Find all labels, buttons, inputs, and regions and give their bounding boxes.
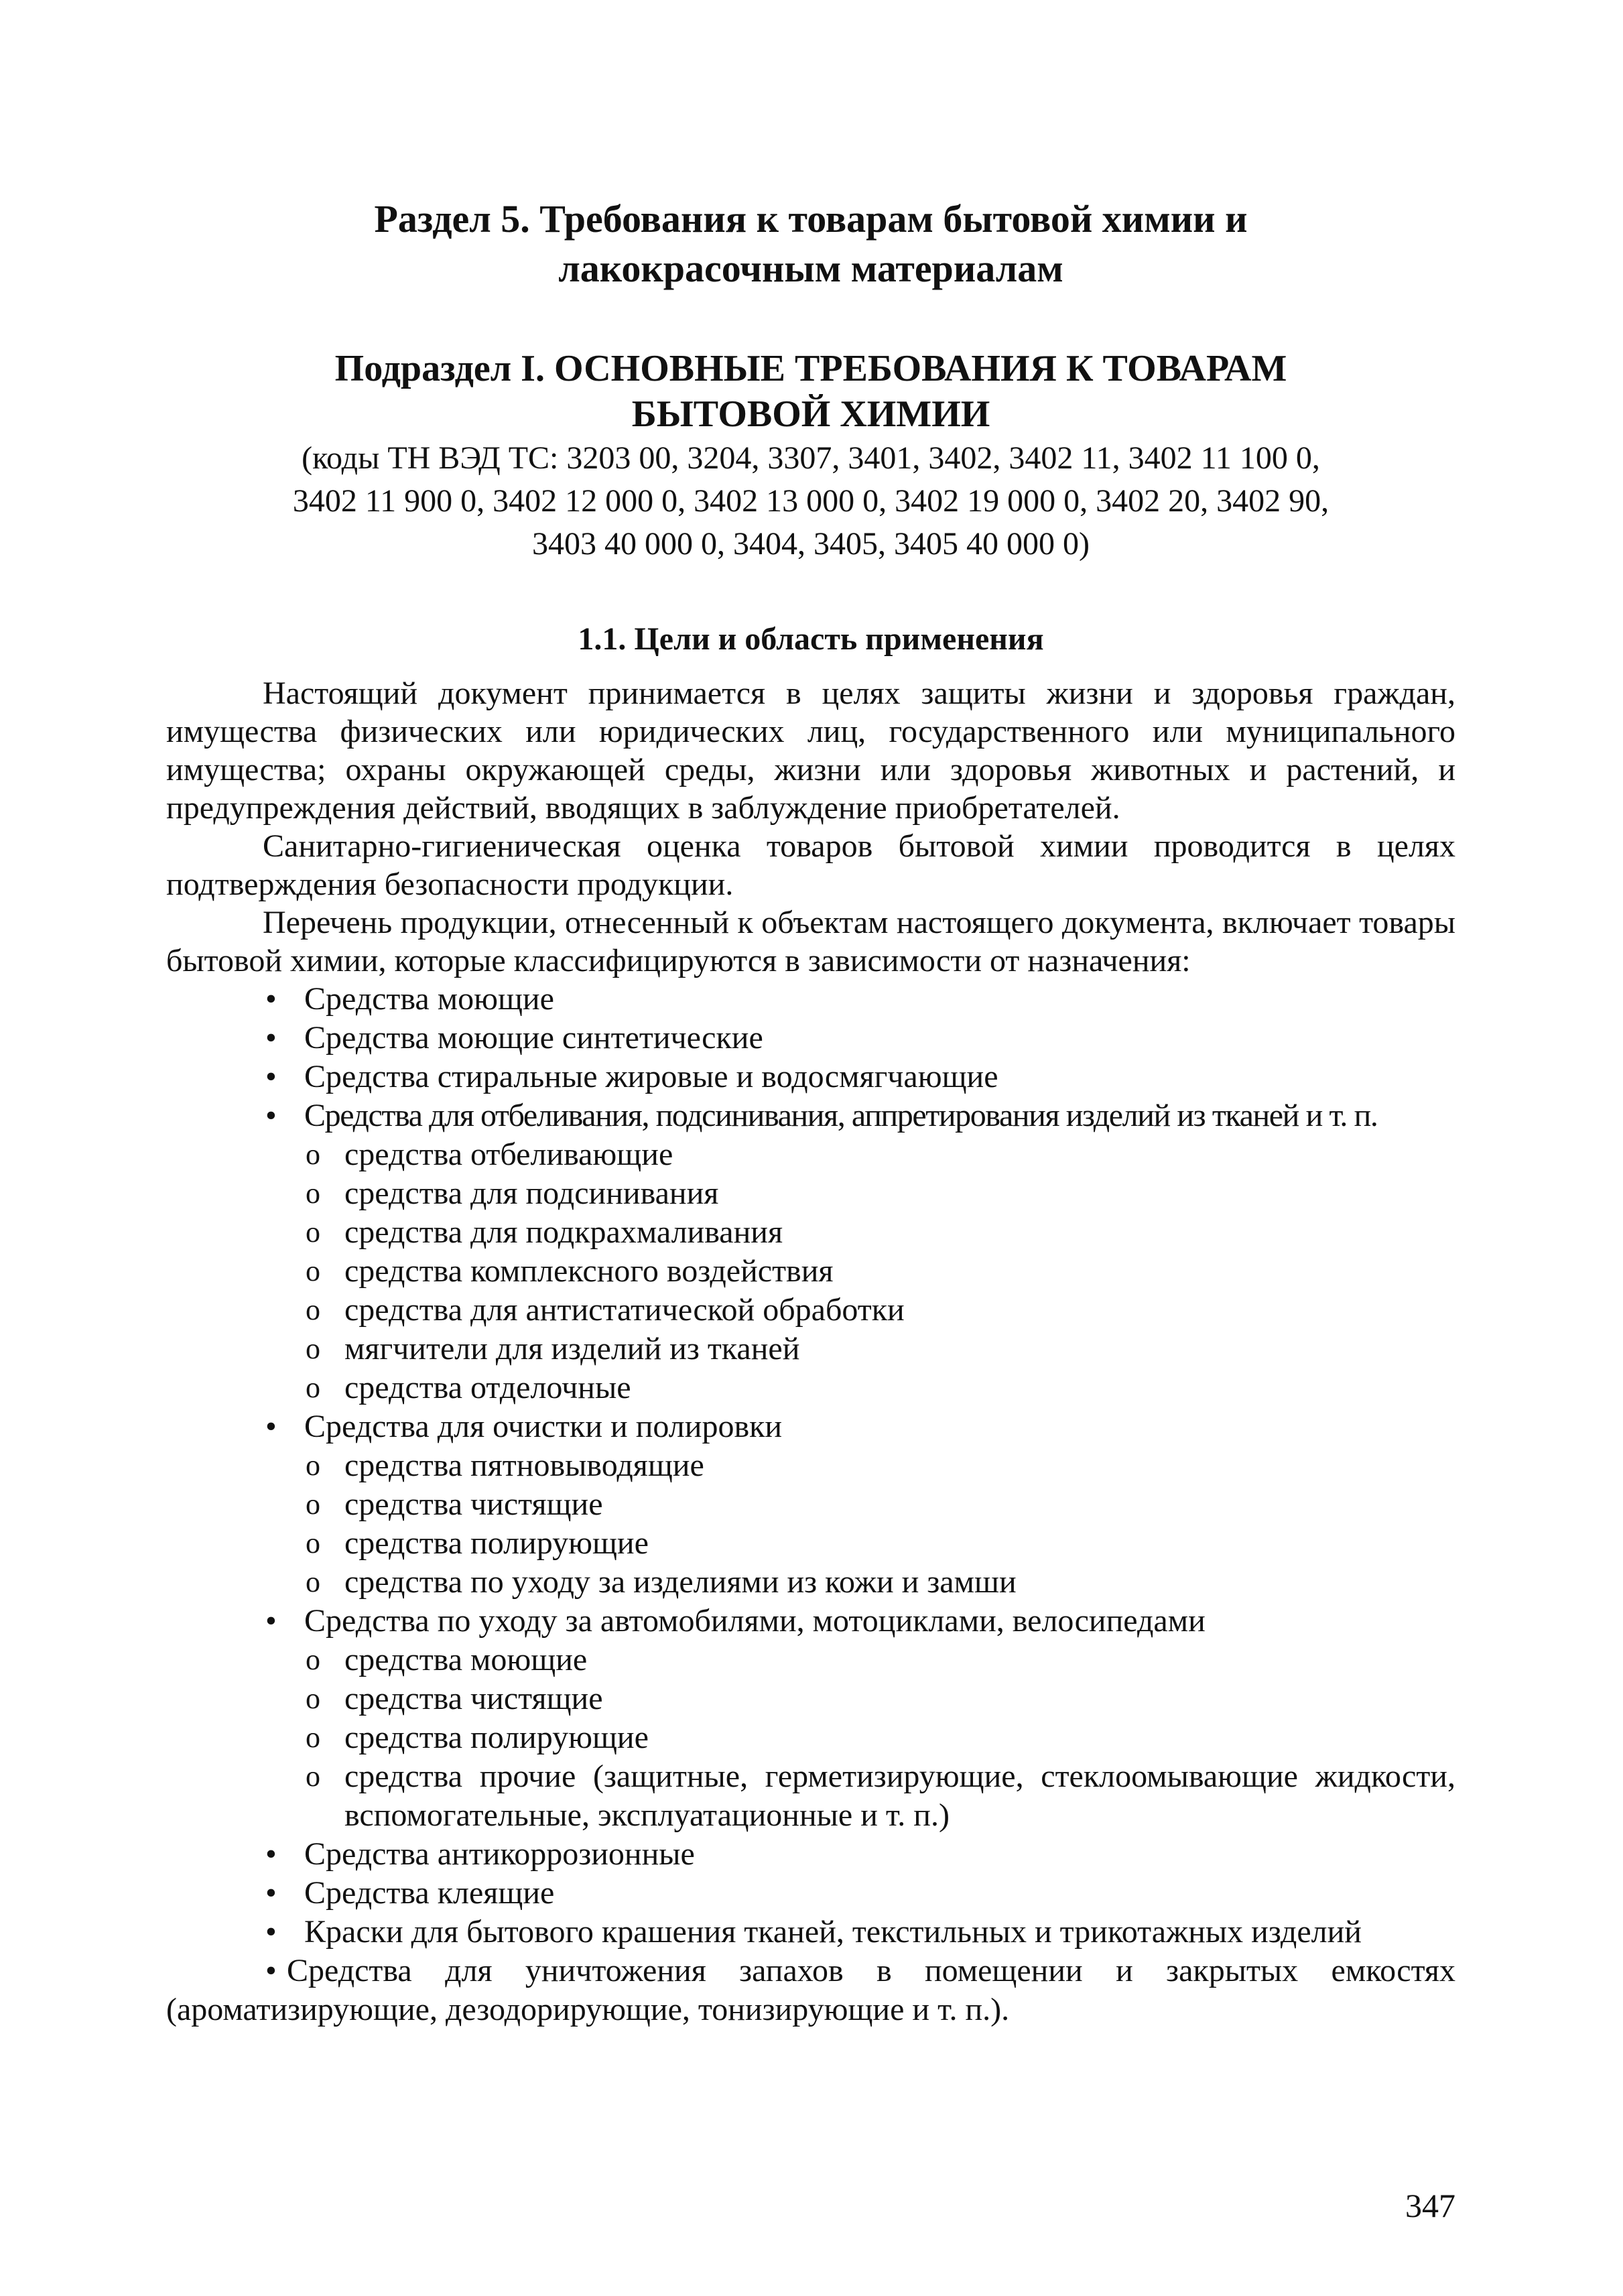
sub-list [304, 1135, 1455, 1407]
bullet-icon: • [265, 1020, 277, 1056]
list-item [166, 1058, 1455, 1096]
sub-list-item-label: мягчители для изделий из тканей [344, 1331, 800, 1366]
section-title [166, 194, 1455, 294]
list-item [166, 1407, 1455, 1602]
codes-line-1: (коды ТН ВЭД ТС: 3203 00, 3204, 3307, 3401, 3402, 3402 11, 3402 11 100 0, [302, 440, 1320, 476]
bullet-icon: • [265, 1914, 277, 1950]
circle-bullet-icon: o [306, 1138, 320, 1171]
sub-list-item-label: средства для подсинивания [344, 1175, 719, 1211]
sub-list-item [304, 1330, 1455, 1368]
list-item-label: Средства для уничтожения запахов в помещении и закрытых емкостях (ароматизирующие, дезодорирующие, тонизирующие и т. п.). [166, 1953, 1455, 2027]
codes-line-2: 3402 11 900 0, 3402 12 000 0, 3402 13 000 0, 3402 19 000 0, 3402 20, 3402 90, [292, 483, 1329, 519]
sub-list-item [304, 1291, 1455, 1330]
sub-list-item-label: средства прочие (защитные, герметизирующие, стеклоомывающие жидкости, вспомогательные, эксплуатационные и т. п.) [344, 1759, 1455, 1833]
list-item [166, 1835, 1455, 1874]
scope-paragraph-2: Санитарно-гигиеническая оценка товаров бытовой химии проводится в целях подтверждения безопасности продукции. [166, 828, 1455, 902]
subsection-title [166, 346, 1455, 437]
list-item-label: Средства для отбеливания, подсинивания, аппретирования изделий из тканей и т. п. [304, 1098, 1378, 1133]
bullet-icon: • [265, 1953, 277, 1988]
circle-bullet-icon: o [306, 1449, 320, 1482]
sub-list-item-label: средства полирующие [344, 1525, 649, 1561]
bullet-icon: • [265, 1836, 277, 1872]
list-item-label: Средства для очистки и полировки [304, 1409, 783, 1444]
circle-bullet-icon: o [306, 1332, 320, 1365]
circle-bullet-icon: o [306, 1371, 320, 1404]
sub-list-item [304, 1252, 1455, 1291]
circle-bullet-icon: o [306, 1760, 320, 1793]
sub-list-item [304, 1368, 1455, 1407]
subsection-title-line-1: Подраздел I. ОСНОВНЫЕ ТРЕБОВАНИЯ К ТОВАРАМ [334, 348, 1287, 389]
sub-list-item-label: средства чистящие [344, 1681, 603, 1716]
sub-list-item [304, 1679, 1455, 1718]
sub-list-item-label: средства для антистатической обработки [344, 1292, 905, 1328]
sub-list-item [304, 1641, 1455, 1679]
sub-list-item-label: средства по уходу за изделиями из кожи и замши [344, 1564, 1017, 1600]
list-item-label: Средства антикоррозионные [304, 1836, 695, 1872]
sub-list [304, 1446, 1455, 1602]
list-item-label: Средства по уходу за автомобилями, мотоциклами, велосипедами [304, 1603, 1206, 1639]
sub-list-item-label: средства полирующие [344, 1720, 649, 1755]
circle-bullet-icon: o [306, 1682, 320, 1715]
circle-bullet-icon: o [306, 1643, 320, 1676]
circle-bullet-icon: o [306, 1293, 320, 1326]
sub-list-item-label: средства для подкрахмаливания [344, 1214, 783, 1250]
product-list [166, 980, 1455, 1952]
scope-paragraph-1: Настоящий документ принимается в целях защиты жизни и здоровья граждан, имущества физических или юридических лиц, государственного или муниципального имущества; охраны окружающей среды, жизни или здоровья животных и растений, и предупреждения действий, вводящих в заблуждение приобретателей. [166, 676, 1455, 826]
bullet-icon: • [265, 1098, 277, 1133]
sub-list-item-label: средства отделочные [344, 1370, 631, 1405]
bullet-icon: • [265, 1059, 277, 1094]
sub-list-item [304, 1563, 1455, 1602]
codes-line-3: 3403 40 000 0, 3404, 3405, 3405 40 000 0) [532, 526, 1090, 562]
scope-paragraph-3: Перечень продукции, отнесенный к объектам настоящего документа, включает товары бытовой химии, которые классифицируются в зависимости от назначения: [166, 905, 1455, 978]
list-item [166, 1874, 1455, 1913]
sub-list-item [304, 1485, 1455, 1524]
bullet-icon: • [265, 981, 277, 1017]
list-item-label: Средства клеящие [304, 1875, 555, 1911]
list-item-label: Средства моющие [304, 981, 554, 1017]
sub-list-item-label: средства отбеливающие [344, 1137, 673, 1172]
sub-list-item [304, 1524, 1455, 1563]
sub-list-item [304, 1718, 1455, 1757]
circle-bullet-icon: o [306, 1566, 320, 1598]
document-page [166, 194, 1455, 2029]
bullet-icon: • [265, 1409, 277, 1444]
scope-heading: 1.1. Цели и область применения [578, 621, 1044, 657]
list-item [166, 1096, 1455, 1407]
sub-list-item [304, 1213, 1455, 1252]
sub-list [304, 1641, 1455, 1835]
sub-list-item [304, 1757, 1455, 1835]
sub-list-item-label: средства комплексного воздействия [344, 1253, 834, 1289]
list-item-last [166, 1952, 1455, 2029]
sub-list-item [304, 1174, 1455, 1213]
sub-list-item-label: средства чистящие [344, 1486, 603, 1522]
bullet-icon: • [265, 1603, 277, 1639]
list-item-label: Средства моющие синтетические [304, 1020, 763, 1056]
section-title-line-1: Раздел 5. Требования к товарам бытовой химии и [374, 197, 1248, 241]
circle-bullet-icon: o [306, 1216, 320, 1249]
sub-list-item [304, 1135, 1455, 1174]
bullet-icon: • [265, 1875, 277, 1911]
page-number: 347 [1405, 2187, 1455, 2224]
sub-list-item-label: средства моющие [344, 1642, 588, 1677]
list-item [166, 1019, 1455, 1058]
list-item-label: Краски для бытового крашения тканей, текстильных и трикотажных изделий [304, 1914, 1362, 1950]
circle-bullet-icon: o [306, 1255, 320, 1287]
list-item [166, 1602, 1455, 1835]
subsection-title-line-2: БЫТОВОЙ ХИМИИ [631, 393, 990, 435]
circle-bullet-icon: o [306, 1527, 320, 1559]
circle-bullet-icon: o [306, 1721, 320, 1754]
sub-list-item [304, 1446, 1455, 1485]
circle-bullet-icon: o [306, 1177, 320, 1210]
sub-list-item-label: средства пятновыводящие [344, 1448, 704, 1483]
list-item-label: Средства стиральные жировые и водосмягчающие [304, 1059, 998, 1094]
tn-ved-codes [166, 437, 1455, 566]
circle-bullet-icon: o [306, 1488, 320, 1521]
list-item [166, 1913, 1455, 1952]
section-title-line-2: лакокрасочным материалам [558, 247, 1063, 290]
list-item [166, 980, 1455, 1019]
